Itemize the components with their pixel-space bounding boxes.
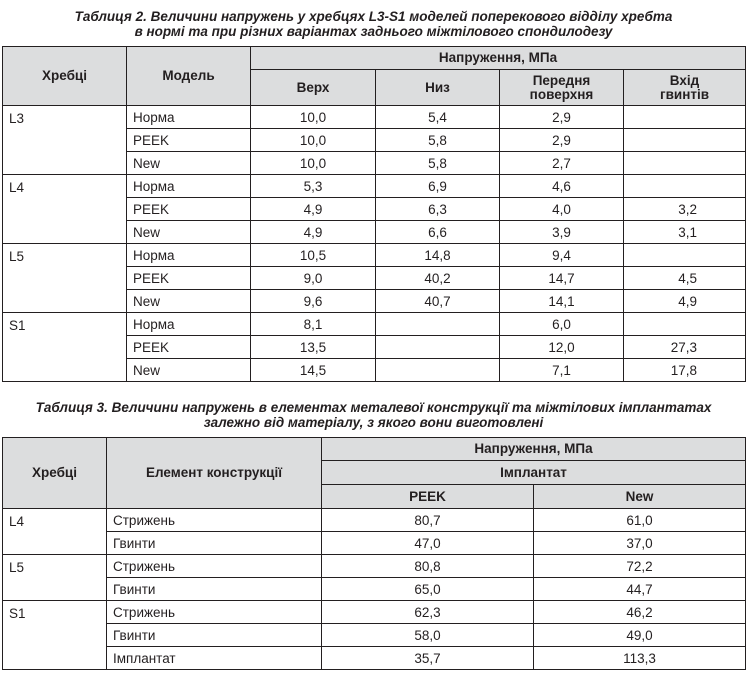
new-cell: 61,0 (534, 509, 746, 532)
table-row (3, 555, 746, 578)
table3-caption-line2: залежно від матеріалу, з якого вони виготовлені (203, 415, 544, 430)
model-cell: Норма (127, 175, 251, 198)
top-cell: 9,0 (251, 267, 376, 290)
table-row (3, 601, 746, 624)
front-cell: 4,6 (500, 175, 624, 198)
table3-caption (0, 400, 747, 430)
vertebra-cell: L4 (3, 175, 127, 244)
front-cell: 7,1 (500, 359, 624, 382)
header-vertebrae: Хребці (3, 47, 127, 106)
front-cell: 9,4 (500, 244, 624, 267)
table-row (3, 647, 746, 670)
table-row (3, 244, 746, 267)
vertebra-cell: S1 (3, 601, 107, 670)
screw-cell (624, 152, 746, 175)
bottom-cell (376, 336, 500, 359)
element-cell: Гвинти (107, 578, 322, 601)
model-cell: PEEK (127, 336, 251, 359)
table-row (3, 106, 746, 129)
top-cell: 14,5 (251, 359, 376, 382)
table2-caption-line2: в нормі та при різних варіантах заднього міжтілового спондилодезу (134, 24, 613, 39)
top-cell: 9,6 (251, 290, 376, 313)
model-cell: PEEK (127, 129, 251, 152)
table-row (3, 578, 746, 601)
header-new: New (534, 485, 746, 509)
bottom-cell: 6,6 (376, 221, 500, 244)
header-top: Верх (251, 70, 376, 106)
screw-cell: 4,9 (624, 290, 746, 313)
model-cell: Норма (127, 106, 251, 129)
header-front-line2: поверхня (529, 86, 594, 102)
header-implant-group: Імплантат (322, 461, 746, 485)
vertebra-cell: L5 (3, 555, 107, 601)
top-cell: 13,5 (251, 336, 376, 359)
vertebra-cell: L5 (3, 244, 127, 313)
element-cell: Гвинти (107, 532, 322, 555)
header-bottom: Низ (376, 70, 500, 106)
screw-cell (624, 106, 746, 129)
bottom-cell: 5,4 (376, 106, 500, 129)
bottom-cell: 6,3 (376, 198, 500, 221)
header-front-surface (500, 70, 624, 106)
new-cell: 72,2 (534, 555, 746, 578)
front-cell: 2,9 (500, 129, 624, 152)
model-cell: PEEK (127, 198, 251, 221)
header-model: Модель (127, 47, 251, 106)
bottom-cell: 40,2 (376, 267, 500, 290)
screw-cell: 4,5 (624, 267, 746, 290)
screw-cell: 27,3 (624, 336, 746, 359)
element-cell: Гвинти (107, 624, 322, 647)
header-stress-group: Напруження, МПа (322, 438, 746, 461)
peek-cell: 80,7 (322, 509, 534, 532)
model-cell: New (127, 290, 251, 313)
vertebra-cell: L4 (3, 509, 107, 555)
new-cell: 46,2 (534, 601, 746, 624)
screw-cell: 3,1 (624, 221, 746, 244)
bottom-cell: 14,8 (376, 244, 500, 267)
peek-cell: 35,7 (322, 647, 534, 670)
front-cell: 4,0 (500, 198, 624, 221)
model-cell: PEEK (127, 267, 251, 290)
table2-caption (0, 9, 747, 39)
new-cell: 37,0 (534, 532, 746, 555)
model-cell: New (127, 359, 251, 382)
header-element: Елемент конструкції (107, 438, 322, 509)
screw-cell: 3,2 (624, 198, 746, 221)
header-front-line1: Передня (532, 72, 591, 88)
element-cell: Стрижень (107, 509, 322, 532)
vertebra-cell: L3 (3, 106, 127, 175)
screw-cell: 17,8 (624, 359, 746, 382)
peek-cell: 65,0 (322, 578, 534, 601)
front-cell: 14,7 (500, 267, 624, 290)
table2-caption-line1: Таблиця 2. Величини напружень у хребцях L3-S1 моделей поперекового відділу хребта (74, 9, 673, 24)
top-cell: 4,9 (251, 198, 376, 221)
bottom-cell: 40,7 (376, 290, 500, 313)
new-cell: 113,3 (534, 647, 746, 670)
table-row (3, 509, 746, 532)
top-cell: 10,0 (251, 106, 376, 129)
vertebra-cell: S1 (3, 313, 127, 382)
front-cell: 2,9 (500, 106, 624, 129)
bottom-cell: 6,9 (376, 175, 500, 198)
table-row (3, 532, 746, 555)
element-cell: Стрижень (107, 601, 322, 624)
table-row (3, 624, 746, 647)
front-cell: 6,0 (500, 313, 624, 336)
element-cell: Імплантат (107, 647, 322, 670)
screw-cell (624, 175, 746, 198)
element-cell: Стрижень (107, 555, 322, 578)
top-cell: 10,0 (251, 152, 376, 175)
top-cell: 4,9 (251, 221, 376, 244)
peek-cell: 47,0 (322, 532, 534, 555)
screw-cell (624, 244, 746, 267)
header-screw-entry (624, 70, 746, 106)
model-cell: Норма (127, 244, 251, 267)
top-cell: 10,5 (251, 244, 376, 267)
top-cell: 5,3 (251, 175, 376, 198)
table3 (2, 437, 746, 670)
table-row (3, 175, 746, 198)
top-cell: 10,0 (251, 129, 376, 152)
header-screw-line1: Вхід (669, 72, 700, 88)
header-screw-line2: гвинтів (659, 86, 710, 102)
front-cell: 14,1 (500, 290, 624, 313)
screw-cell (624, 129, 746, 152)
table-row (3, 313, 746, 336)
new-cell: 44,7 (534, 578, 746, 601)
bottom-cell: 5,8 (376, 129, 500, 152)
table2 (2, 46, 746, 382)
header-peek: PEEK (322, 485, 534, 509)
model-cell: Норма (127, 313, 251, 336)
front-cell: 2,7 (500, 152, 624, 175)
bottom-cell (376, 359, 500, 382)
model-cell: New (127, 152, 251, 175)
front-cell: 3,9 (500, 221, 624, 244)
top-cell: 8,1 (251, 313, 376, 336)
bottom-cell (376, 313, 500, 336)
model-cell: New (127, 221, 251, 244)
header-stress-group: Напруження, МПа (251, 47, 746, 70)
header-vertebrae: Хребці (3, 438, 107, 509)
front-cell: 12,0 (500, 336, 624, 359)
peek-cell: 62,3 (322, 601, 534, 624)
table3-caption-line1: Таблиця 3. Величини напружень в елементах металевої конструкції та міжтілових імплантатах (35, 400, 712, 415)
peek-cell: 80,8 (322, 555, 534, 578)
peek-cell: 58,0 (322, 624, 534, 647)
bottom-cell: 5,8 (376, 152, 500, 175)
screw-cell (624, 313, 746, 336)
new-cell: 49,0 (534, 624, 746, 647)
